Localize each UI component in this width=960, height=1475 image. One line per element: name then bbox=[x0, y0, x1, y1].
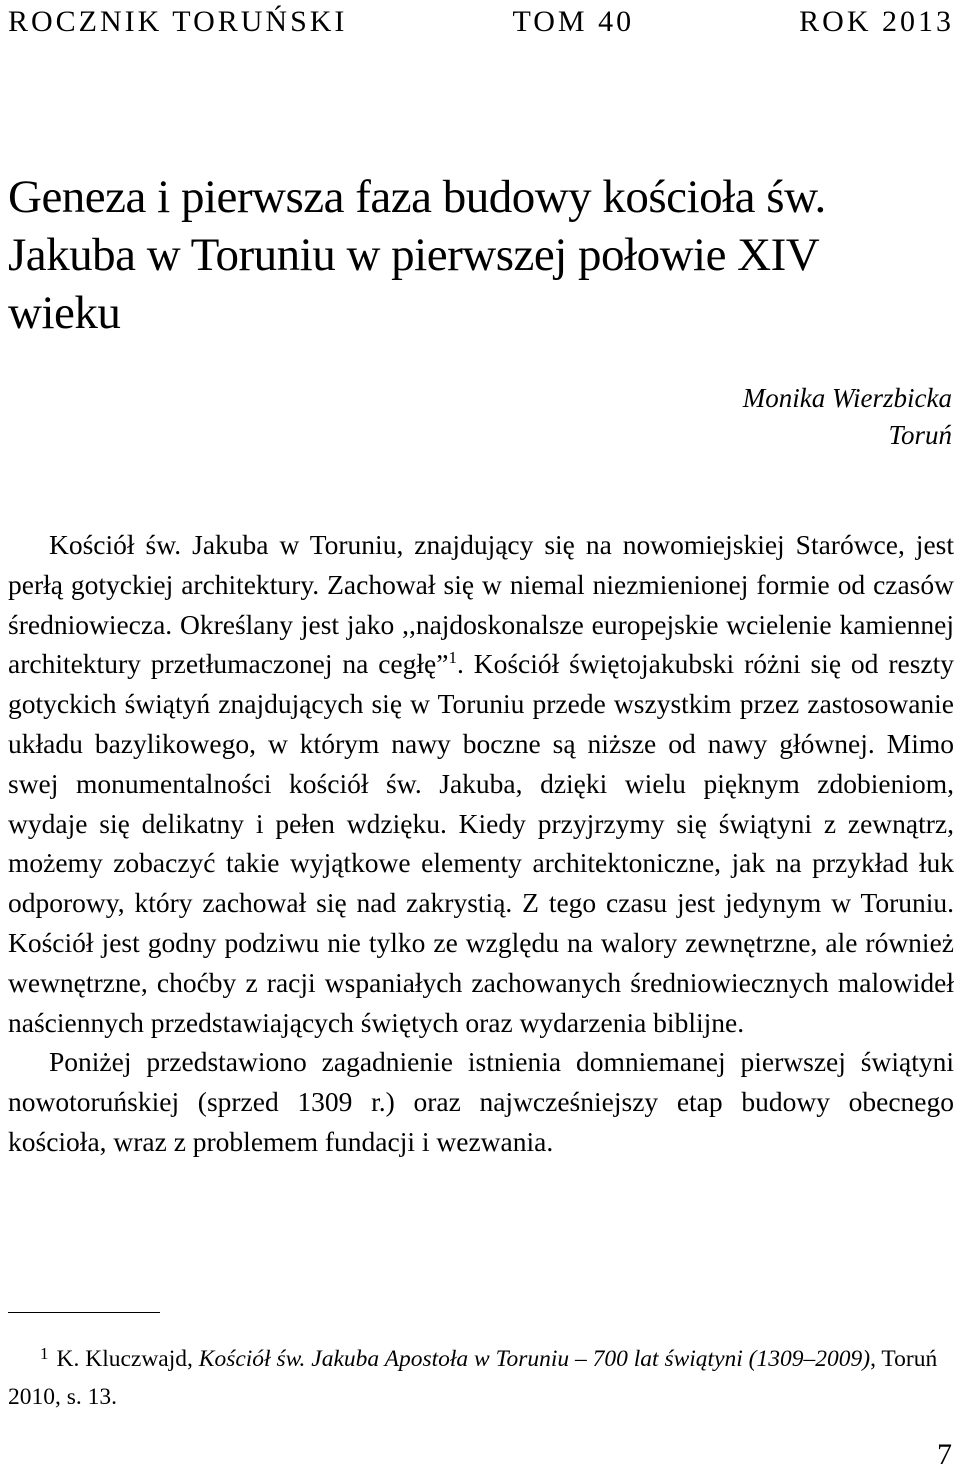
paragraph-1 bbox=[8, 525, 954, 1042]
footnote-publication-info: , Toruń 2010, s. 13. bbox=[8, 1346, 938, 1410]
volume-number: TOM 40 bbox=[512, 5, 635, 38]
paragraph-1-part-a: Kościół św. Jakuba w Toruniu, znajdujący się na nowomiejskiej Starówce, jest perłą gotyckiej architektury. Zachował się w niemal niezmienionej formie od czasów średniowiecza. Określany jest jako ,,najdoskonalsze europejskie wcielenie kamiennej architektury przetłumaczonej na cegłę” bbox=[8, 529, 954, 680]
footnote-author: K. Kluczwajd, bbox=[56, 1346, 193, 1372]
footnote-1 bbox=[8, 1335, 954, 1416]
author-affiliation: Toruń bbox=[888, 420, 952, 450]
footnote-separator bbox=[8, 1312, 160, 1313]
footnote-reference[interactable]: 1 bbox=[448, 648, 457, 668]
page-number: 7 bbox=[937, 1438, 952, 1471]
publication-year: ROK 2013 bbox=[799, 5, 954, 38]
footnote-work-title: Kościół św. Jakuba Apostoła w Toruniu – 700 lat świątyni (1309–2009) bbox=[198, 1346, 871, 1372]
journal-name: ROCZNIK TORUŃSKI bbox=[8, 5, 348, 38]
running-head bbox=[8, 4, 954, 40]
article-body bbox=[8, 525, 954, 1162]
author-name: Monika Wierzbicka bbox=[742, 383, 952, 413]
paragraph-1-part-b: . Kościół świętojakubski różni się od reszty gotyckich świątyń znajdujących się w Toruniu przede wszystkim przez zastosowanie układu bazylikowego, w którym nawy boczne są niższe od nawy głównej. Mimo swej monumentalności kościół św. Jakuba, dzięki wielu pięknym zdobieniom, wydaje się delikatny i pełen wdzięku. Kiedy przyjrzymy się świątyni z zewnątrz, możemy zobaczyć takie wyjątkowe elementy architektoniczne, jak na przykład łuk odporowy, który zachował się nad zakrystią. Z tego czasu jest jedynym w Toruniu. Kościół jest godny podziwu nie tylko ze względu na walory zewnętrzne, ale również wewnętrzne, choćby z racji wspaniałych zachowanych średniowiecznych malowideł naściennych przedstawiających świętych oraz wydarzenia biblijne. bbox=[8, 648, 955, 1038]
author-block bbox=[743, 380, 952, 454]
footnote-number: 1 bbox=[40, 1344, 49, 1363]
paragraph-2: Poniżej przedstawiono zagadnienie istnienia domniemanej pierwszej świątyni nowotoruńskiej (sprzed 1309 r.) oraz najwcześniejszy etap budowy obecnego kościoła, wraz z problemem fundacji i wezwania. bbox=[8, 1046, 954, 1157]
article-title: Geneza i pierwsza faza budowy kościoła św. Jakuba w Toruniu w pierwszej połowie XIV wieku bbox=[8, 171, 826, 339]
